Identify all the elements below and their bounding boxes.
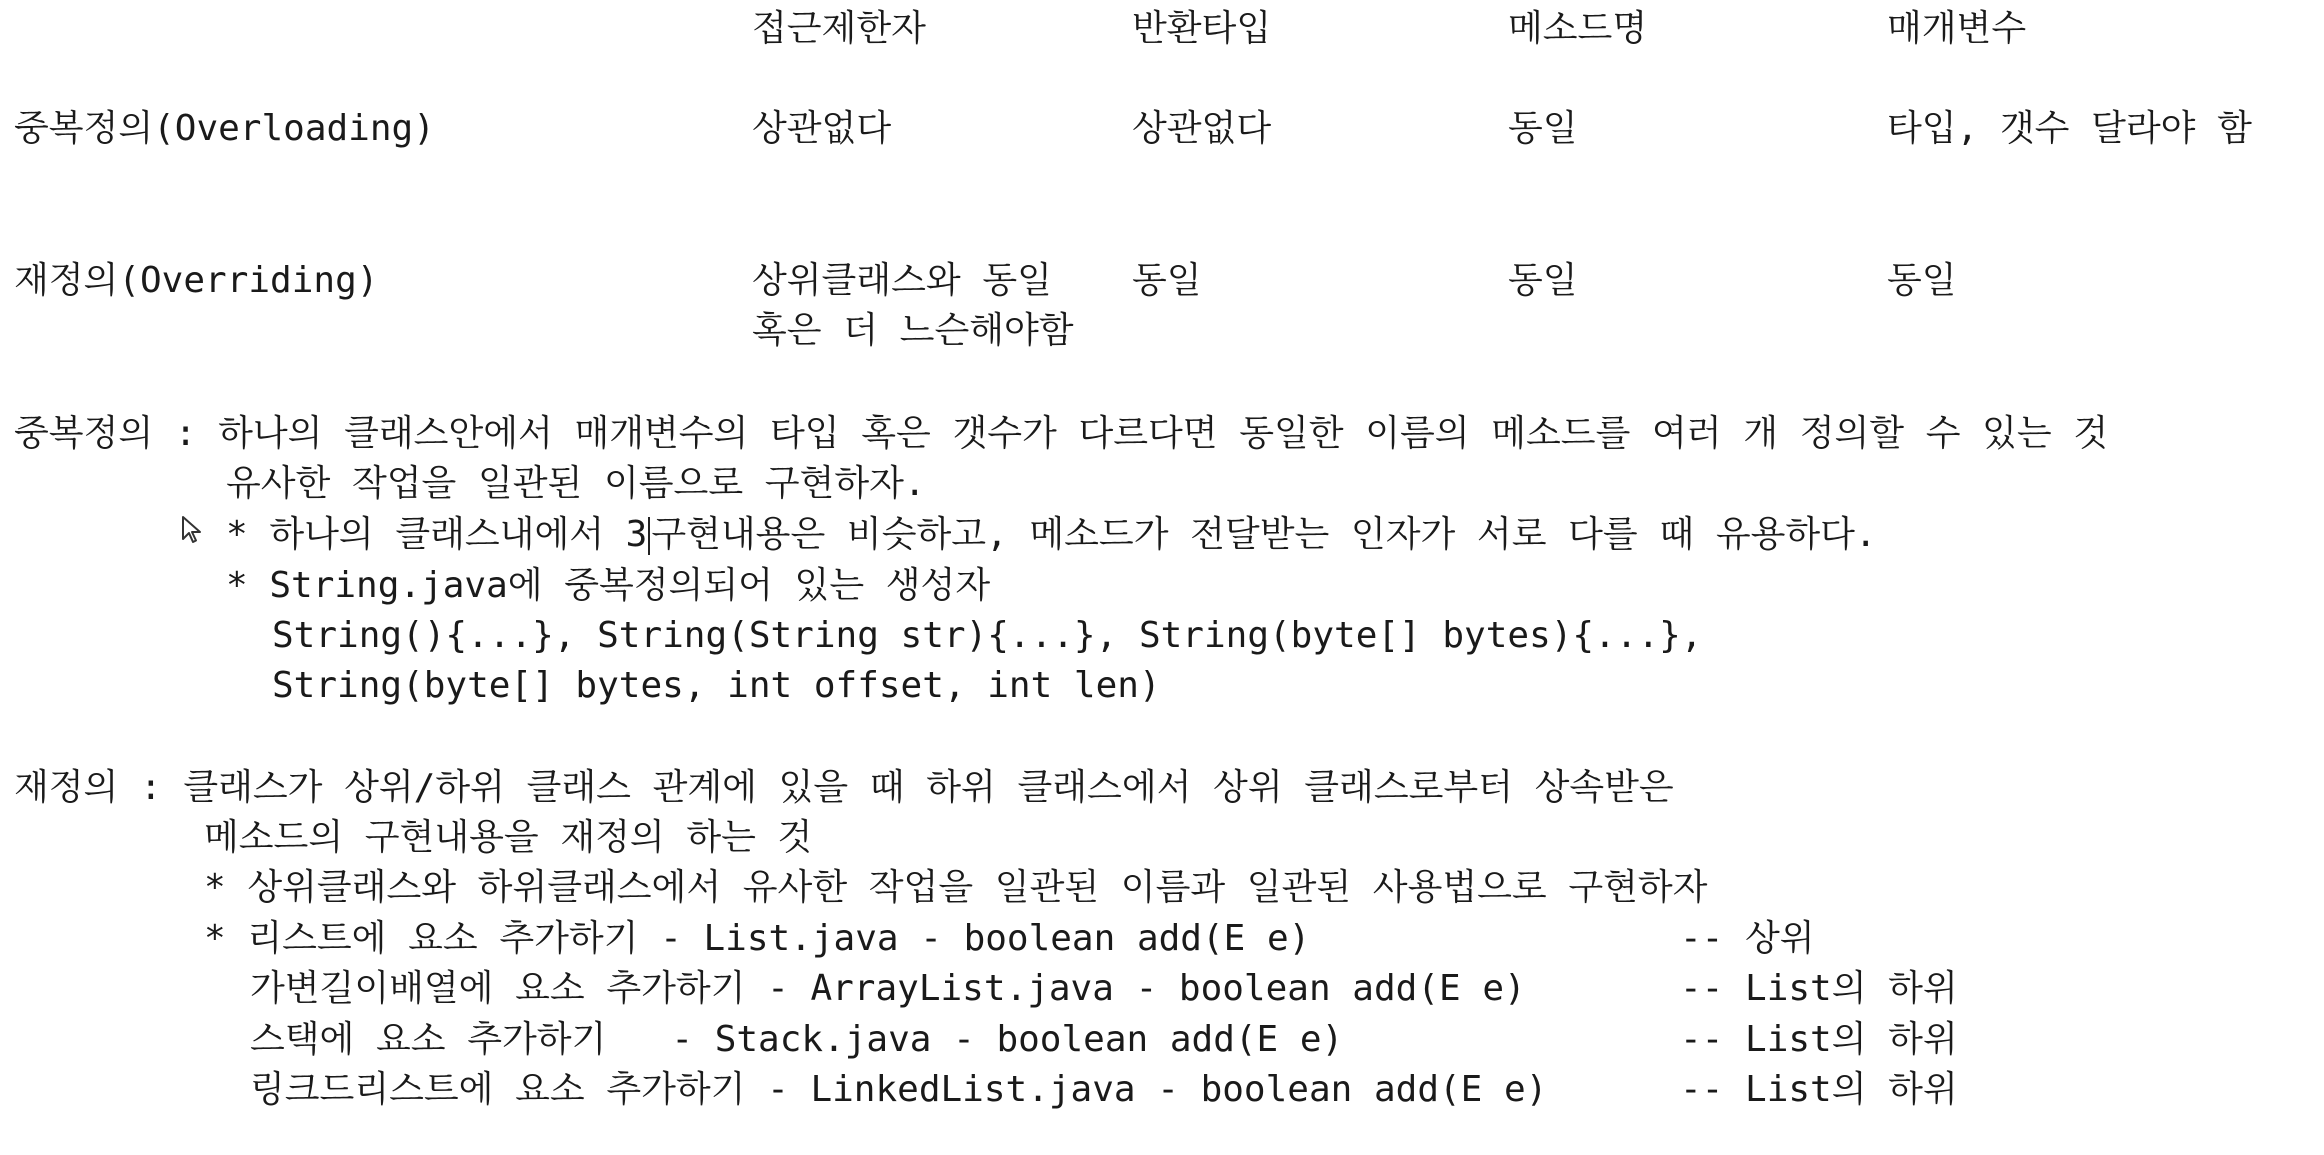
- row-overriding-access-line1: 상위클래스와 동일: [752, 260, 1052, 301]
- overriding-example-linkedlist: 링크드리스트에 요소 추가하기 - LinkedList.java - boolean add(E e): [250, 1069, 1548, 1110]
- row-overriding-label: 재정의(Overriding): [14, 260, 379, 301]
- overloading-bullet1: [226, 510, 1877, 560]
- header-return-type: 반환타입: [1132, 8, 1272, 49]
- overloading-bullet2: * String.java에 중복정의되어 있는 생성자: [226, 565, 991, 606]
- header-parameters: 매개변수: [1887, 8, 2027, 49]
- header-method-name: 메소드명: [1508, 8, 1648, 49]
- overloading-bullet1-post: 구현내용은 비슷하고, 메소드가 전달받는 인자가 서로 다를 때 유용하다.: [651, 514, 1877, 555]
- overriding-bullet1: * 상위클래스와 하위클래스에서 유사한 작업을 일관된 이름과 일관된 사용법으로 구현하자: [204, 867, 1708, 908]
- row-overloading-return: 상관없다: [1132, 108, 1272, 149]
- row-overloading-name: 동일: [1508, 108, 1578, 149]
- overriding-definition-line2: 메소드의 구현내용을 재정의 하는 것: [204, 817, 813, 858]
- row-overloading-params: 타입, 갯수 달라야 함: [1887, 108, 2252, 149]
- row-overloading-label: 중복정의(Overloading): [14, 108, 435, 149]
- overriding-example-arraylist-comment: -- List의 하위: [1680, 968, 1958, 1009]
- row-overloading-access: 상관없다: [752, 108, 892, 149]
- row-overriding-params: 동일: [1887, 260, 1957, 301]
- overriding-example-stack: 스택에 요소 추가하기 - Stack.java - boolean add(E e): [250, 1019, 1344, 1060]
- overriding-example-stack-comment: -- List의 하위: [1680, 1019, 1958, 1060]
- overloading-ctor-line2: String(byte[] bytes, int offset, int len): [272, 665, 1161, 706]
- row-overriding-name: 동일: [1508, 260, 1578, 301]
- overriding-definition-line1: 재정의 : 클래스가 상위/하위 클래스 관계에 있을 때 하위 클래스에서 상위 클래스로부터 상속받은: [14, 767, 1674, 808]
- row-overriding-access-line2: 혹은 더 느슨해야함: [752, 310, 1074, 351]
- overriding-example-arraylist: 가변길이배열에 요소 추가하기 - ArrayList.java - boolean add(E e): [250, 968, 1526, 1009]
- mouse-pointer-icon: [181, 515, 203, 545]
- overloading-definition-line2: 유사한 작업을 일관된 이름으로 구현하자.: [226, 463, 926, 504]
- overloading-ctor-line1: String(){...}, String(String str){...}, String(byte[] bytes){...},: [272, 615, 1703, 656]
- header-access-modifier: 접근제한자: [752, 8, 926, 49]
- row-overriding-return: 동일: [1132, 260, 1202, 301]
- overloading-bullet1-pre: * 하나의 클래스내에서 3: [226, 514, 648, 555]
- overriding-example-linkedlist-comment: -- List의 하위: [1680, 1069, 1958, 1110]
- overriding-example-list: * 리스트에 요소 추가하기 - List.java - boolean add(E e): [204, 918, 1311, 959]
- overloading-definition-line1: 중복정의 : 하나의 클래스안에서 매개변수의 타입 혹은 갯수가 다르다면 동일한 이름의 메소드를 여러 개 정의할 수 있는 것: [14, 413, 2109, 454]
- overriding-example-list-comment: -- 상위: [1680, 918, 1815, 959]
